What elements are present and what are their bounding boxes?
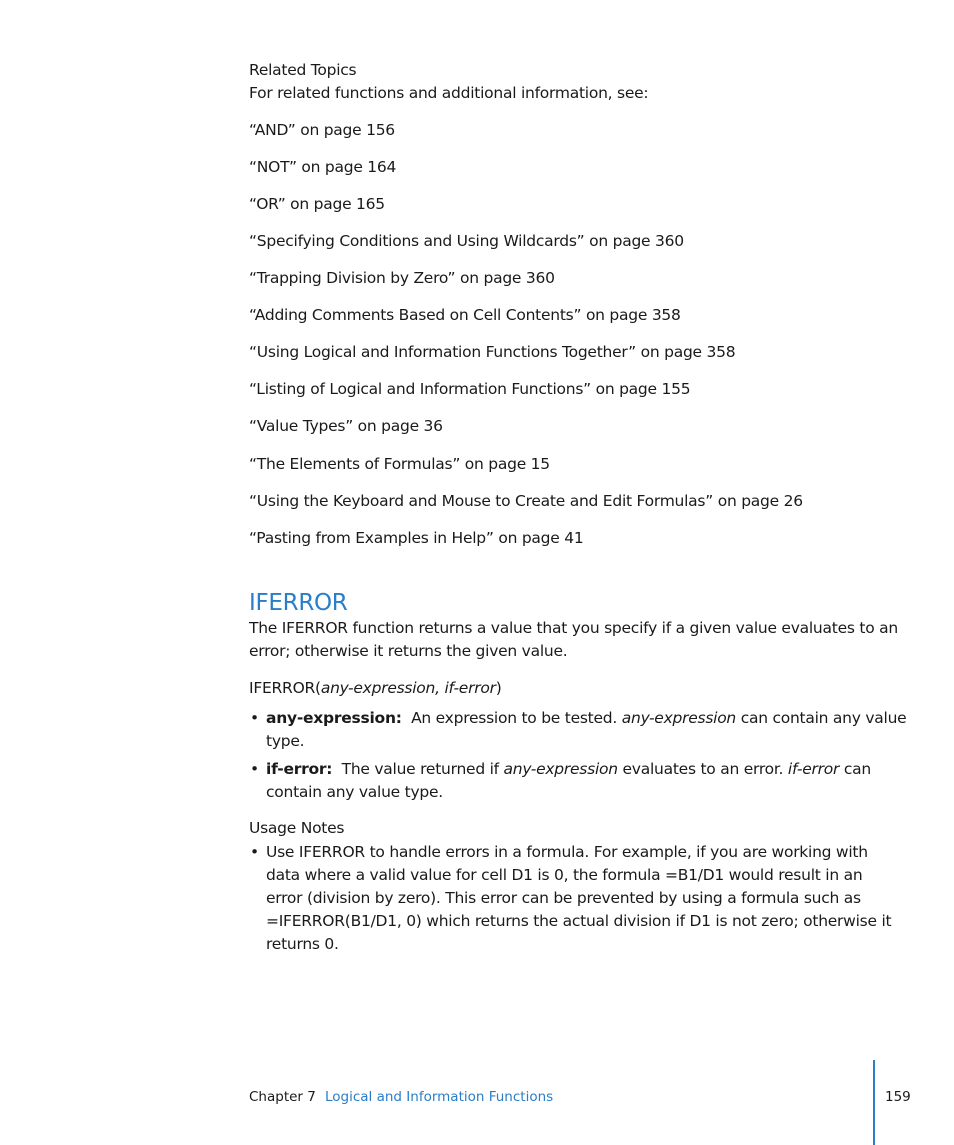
usage-note-line: error (division by zero). This error can be prevented by using a formula such as	[266, 889, 861, 907]
usage-note-line: data where a valid value for cell D1 is 0, the formula =B1/D1 would result in an	[266, 866, 863, 884]
function-description-line: The IFERROR function returns a value that you specify if a given value evaluates to an	[249, 619, 898, 637]
syntax-close-paren: )	[495, 679, 502, 697]
topic-link-elements-of-formulas[interactable]: “The Elements of Formulas” on page 15	[249, 455, 550, 473]
argument-name: any-expression:	[266, 709, 402, 727]
topic-link-listing-logical[interactable]: “Listing of Logical and Information Functions” on page 155	[249, 380, 691, 398]
footer-chapter-label: Chapter 7	[249, 1089, 316, 1105]
argument-name: if-error:	[266, 760, 333, 778]
bullet-icon: •	[250, 709, 260, 727]
topic-link-value-types[interactable]: “Value Types” on page 36	[249, 417, 443, 435]
usage-note-line: returns 0.	[266, 935, 339, 953]
syntax-open-paren: (	[315, 679, 321, 697]
footer-divider	[873, 1060, 875, 1145]
topic-link-not[interactable]: “NOT” on page 164	[249, 158, 397, 176]
topic-link-specifying-conditions[interactable]: “Specifying Conditions and Using Wildcards” on page 360	[249, 232, 684, 250]
function-title: IFERROR	[249, 590, 348, 616]
topic-link-pasting-examples[interactable]: “Pasting from Examples in Help” on page 41	[249, 529, 584, 547]
bullet-icon: •	[250, 760, 260, 778]
syntax-arguments: any-expression, if-error	[320, 679, 496, 697]
function-description-line: error; otherwise it returns the given value.	[249, 642, 568, 660]
topic-link-and[interactable]: “AND” on page 156	[249, 121, 395, 139]
argument-if-error: if-error: The value returned if any-expression evaluates to an error. if-error can	[266, 760, 871, 778]
topic-link-adding-comments[interactable]: “Adding Comments Based on Cell Contents” on page 358	[249, 306, 681, 324]
syntax-name: IFERROR	[249, 679, 316, 697]
usage-notes-heading: Usage Notes	[249, 819, 345, 837]
topic-link-using-logical[interactable]: “Using Logical and Information Functions Together” on page 358	[249, 343, 736, 361]
argument-continuation: contain any value type.	[266, 783, 443, 801]
page-number: 159	[885, 1089, 911, 1105]
topic-link-trapping-division[interactable]: “Trapping Division by Zero” on page 360	[249, 269, 555, 287]
related-topics-intro: For related functions and additional information, see:	[249, 84, 649, 102]
usage-note-line: =IFERROR(B1/D1, 0) which returns the actual division if D1 is not zero; otherwise it	[266, 912, 892, 930]
topic-link-keyboard-mouse[interactable]: “Using the Keyboard and Mouse to Create and Edit Formulas” on page 26	[249, 492, 803, 510]
related-topics-heading: Related Topics	[249, 61, 357, 79]
argument-continuation: type.	[266, 732, 305, 750]
usage-note-line: Use IFERROR to handle errors in a formula. For example, if you are working with	[266, 843, 868, 861]
topic-link-or[interactable]: “OR” on page 165	[249, 195, 385, 213]
footer-chapter-title-link[interactable]: Logical and Information Functions	[325, 1089, 554, 1105]
function-syntax	[249, 679, 502, 697]
bullet-icon: •	[250, 843, 260, 861]
argument-any-expression: any-expression: An expression to be tested. any-expression can contain any value	[266, 709, 907, 727]
